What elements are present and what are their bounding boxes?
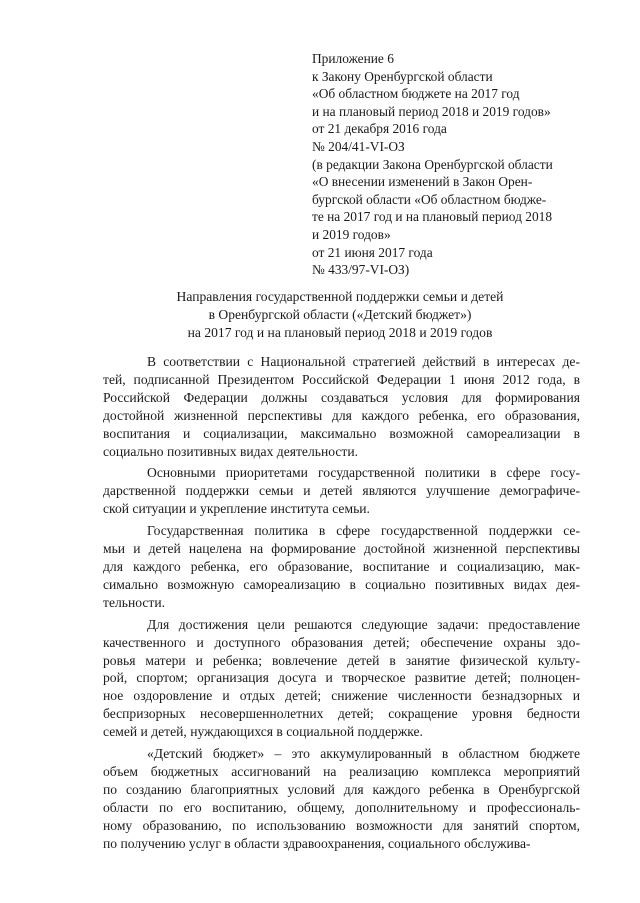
paragraph-line: семей и детей, нуждающихся в социальной поддержке. — [103, 724, 423, 740]
paragraph-line: воспитания и социализации, максимально возможной самореализации в — [103, 425, 580, 441]
paragraph-line: социально позитивных видах деятельности. — [103, 443, 358, 459]
paragraph — [103, 353, 580, 460]
paragraph-line: Российской Федерации должны создаваться условия для формирования — [103, 389, 580, 405]
appendix-line: Приложение 6 — [312, 51, 394, 66]
paragraph-line: ному образованию, по использованию возможности для занятий спортом, — [103, 817, 580, 833]
paragraph — [103, 522, 580, 612]
paragraph-line: мьи и детей нацелена на формирование достойной жизненной перспективы — [103, 541, 580, 557]
paragraph-line: достойной жизненной перспективы для каждого ребенка, его образования, — [103, 407, 580, 423]
paragraph-line: «Детский бюджет» – это аккумулированный в областном бюджете — [147, 746, 580, 762]
appendix-line: бургской области «Об областном бюдже- — [312, 191, 547, 207]
appendix-line: от 21 декабря 2016 года — [312, 121, 447, 137]
paragraph-line: области по его воспитанию, общему, дополнительному и профессиональ- — [103, 799, 580, 815]
paragraph-line: по созданию благоприятных условий для каждого ребенка в Оренбургской — [103, 781, 580, 797]
appendix-line: «Об областном бюджете на 2017 год — [312, 86, 520, 102]
appendix-line: № 433/97-VI-ОЗ) — [312, 262, 410, 278]
title-line: на 2017 год и на плановый период 2018 и 2019 годов — [187, 324, 493, 340]
paragraph-line: тей, подписанной Президентом Российской Федерации 1 июня 2012 года, в — [103, 371, 580, 387]
paragraph-line: симально возможную самореализацию в социально позитивных видах дея- — [103, 576, 580, 592]
appendix-line: те на 2017 год и на плановый период 2018 — [312, 209, 553, 225]
paragraph-line: ное оздоровление и отдых детей; снижение численности безнадзорных и — [103, 688, 580, 704]
paragraph-line: качественного и доступного образования детей; обеспечение охраны здо- — [103, 634, 580, 650]
paragraph-line: дарственной поддержки семьи и детей являются улучшение демографиче- — [103, 483, 580, 499]
paragraph-line: для каждого ребенка, его образование, воспитание и социализацию, мак- — [103, 558, 580, 574]
title-line: в Оренбургской области («Детский бюджет») — [208, 306, 472, 322]
paragraph-line: Государственная политика в сфере государственной поддержки се- — [147, 523, 580, 539]
paragraph-line: беспризорных несовершеннолетних детей; сокращение уровня бедности — [103, 706, 580, 722]
document-title — [90, 288, 590, 341]
paragraph — [103, 464, 580, 518]
appendix-header — [312, 50, 612, 279]
appendix-line: «О внесении изменений в Закон Орен- — [312, 174, 533, 190]
document-body — [103, 353, 580, 856]
appendix-line: № 204/41-VI-ОЗ — [312, 138, 405, 154]
appendix-line: и на плановый период 2018 и 2019 годов» — [312, 103, 551, 119]
paragraph-line: В соответствии с Национальной стратегией действий в интересах де- — [147, 354, 580, 369]
appendix-line: от 21 июня 2017 года — [312, 244, 433, 260]
paragraph-line: ровья матери и ребенка; вовлечение детей в занятие физической культу- — [103, 652, 580, 668]
appendix-line: (в редакции Закона Оренбургской области — [312, 156, 553, 172]
paragraph — [103, 616, 580, 741]
paragraph-line: Для достижения цели решаются следующие задачи: предоставление — [147, 616, 580, 632]
paragraph-line: по получению услуг в области здравоохранения, социального обслужива- — [103, 835, 531, 851]
paragraph-line: ской ситуации и укрепление института семьи. — [103, 501, 370, 517]
title-line: Направления государственной поддержки семьи и детей — [176, 289, 504, 304]
paragraph-line: объем бюджетных ассигнований на реализацию комплекса мероприятий — [103, 763, 580, 779]
appendix-line: и 2019 годов» — [312, 226, 391, 242]
appendix-line: к Закону Оренбургской области — [312, 68, 493, 84]
paragraph-line: рой, спортом; организация досуга и творческое развитие детей; полноцен- — [103, 670, 580, 686]
paragraph-line: тельности. — [103, 594, 166, 610]
paragraph — [103, 745, 580, 852]
paragraph-line: Основными приоритетами государственной политики в сфере госу- — [147, 465, 580, 481]
